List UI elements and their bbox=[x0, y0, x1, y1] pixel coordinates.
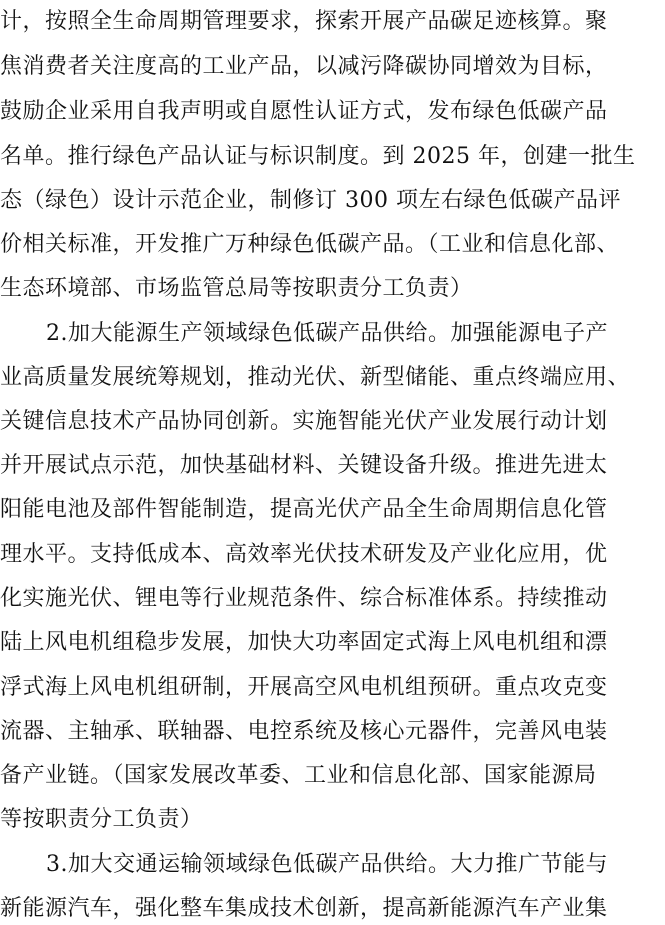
text-line: 备产业链。（国家发展改革委、工业和信息化部、国家能源局 bbox=[0, 763, 597, 788]
text-line: 并开展试点示范，加快基础材料、关键设备升级。推进先进太 bbox=[0, 453, 608, 478]
text-line: 等按职责分工负责） bbox=[0, 807, 203, 832]
text-line: 生态环境部、市场监管总局等按职责分工负责） bbox=[0, 276, 473, 301]
text-line: 业高质量发展统筹规划，推动光伏、新型储能、重点终端应用、 bbox=[0, 365, 631, 390]
text-line: 关键信息技术产品协同创新。实施智能光伏产业发展行动计划 bbox=[0, 409, 608, 434]
paragraph-heading-2: 2.加大能源生产领域绿色低碳产品供给。加强能源电子产 bbox=[46, 321, 608, 346]
text-line: 浮式海上风电机组研制，开展高空风电机组预研。重点攻克变 bbox=[0, 675, 608, 700]
text-line: 价相关标准，开发推广万种绿色低碳产品。（工业和信息化部、 bbox=[0, 232, 620, 257]
text-line: 新能源汽车，强化整车集成技术创新，提高新能源汽车产业集 bbox=[0, 896, 608, 921]
text-line: 阳能电池及部件智能制造，提高光伏产品全生命周期信息化管 bbox=[0, 497, 608, 522]
text-line: 化实施光伏、锂电等行业规范条件、综合标准体系。持续推动 bbox=[0, 586, 608, 611]
text-line: 鼓励企业采用自我声明或自愿性认证方式，发布绿色低碳产品 bbox=[0, 99, 608, 124]
text-line: 计，按照全生命周期管理要求，探索开展产品碳足迹核算。聚 bbox=[0, 9, 608, 34]
text-line: 流器、主轴承、联轴器、电控系统及核心元器件，完善风电装 bbox=[0, 719, 608, 744]
text-line: 名单。推行绿色产品认证与标识制度。到 2025 年，创建一批生 bbox=[0, 144, 636, 169]
text-line: 陆上风电机组稳步发展，加快大功率固定式海上风电机组和漂 bbox=[0, 630, 608, 655]
paragraph-heading-3: 3.加大交通运输领域绿色低碳产品供给。大力推广节能与 bbox=[46, 852, 608, 877]
text-line: 态（绿色）设计示范企业，制修订 300 项左右绿色低碳产品评 bbox=[0, 188, 621, 213]
text-line: 焦消费者关注度高的工业产品，以减污降碳协同增效为目标， bbox=[0, 54, 608, 79]
text-line: 理水平。支持低成本、高效率光伏技术研发及产业化应用，优 bbox=[0, 542, 608, 567]
